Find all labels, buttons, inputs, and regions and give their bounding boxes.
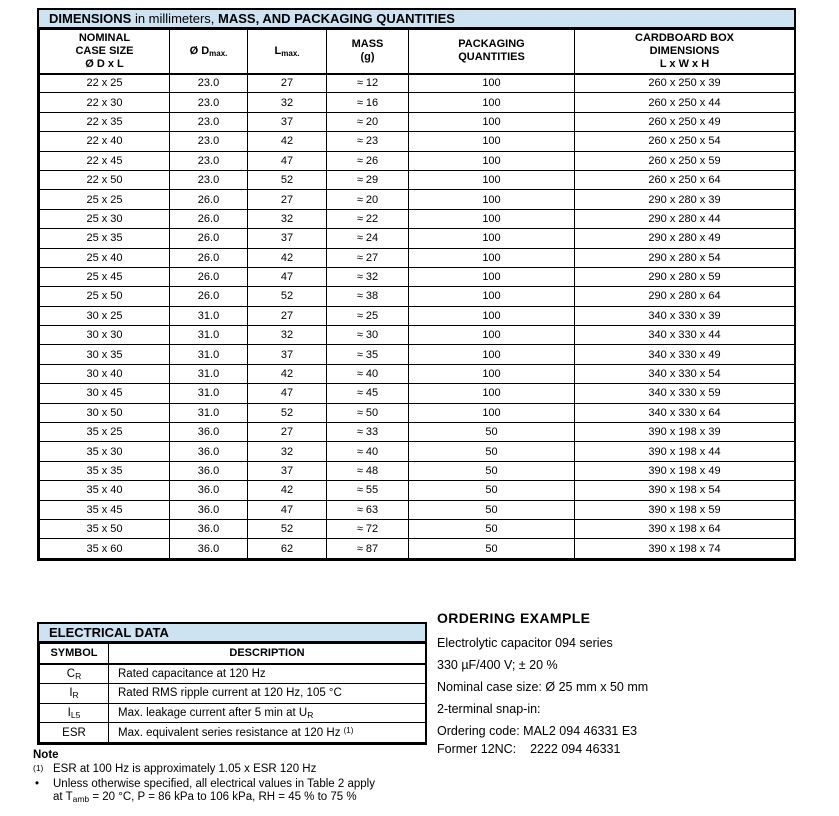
table-row [40, 703, 426, 723]
table-cell: 340 x 330 x 39 [575, 306, 795, 325]
table-cell: ≈ 26 [327, 151, 409, 170]
table-row [40, 229, 795, 248]
title-part-bold: DIMENSIONS [49, 11, 132, 26]
table-row [40, 209, 795, 228]
table-row [40, 170, 795, 189]
table-cell: 50 [409, 519, 575, 538]
table-cell: ≈ 87 [327, 539, 409, 558]
table-row [40, 306, 795, 325]
ordering-line: 2-terminal snap-in: [437, 702, 541, 716]
table-cell: 47 [248, 500, 327, 519]
table-cell: ≈ 50 [327, 403, 409, 422]
table-cell: ≈ 20 [327, 190, 409, 209]
table-cell: 22 x 25 [40, 74, 170, 93]
ordering-line: Ordering code: MAL2 094 46331 E3 [437, 724, 638, 738]
table-cell: 100 [409, 248, 575, 267]
table-cell: 260 x 250 x 39 [575, 74, 795, 93]
table-cell: 23.0 [170, 170, 248, 189]
table-cell: 100 [409, 151, 575, 170]
table-cell: 100 [409, 190, 575, 209]
table-cell: 340 x 330 x 49 [575, 345, 795, 364]
table-cell: 27 [248, 74, 327, 93]
table-cell: 42 [248, 481, 327, 500]
table-cell: 52 [248, 170, 327, 189]
table-row [40, 267, 795, 286]
header-cell: NOMINAL CASE SIZE Ø D x L [40, 30, 170, 74]
table-cell: 36.0 [170, 539, 248, 558]
table-cell: ≈ 20 [327, 112, 409, 131]
header-cell: $L_{max.}$ [248, 30, 327, 74]
table-cell: 100 [409, 345, 575, 364]
table-cell: 31.0 [170, 306, 248, 325]
ordering-line: Electrolytic capacitor 094 series [437, 636, 613, 650]
header-cell: MASS (g) [327, 30, 409, 74]
table-cell: 100 [409, 132, 575, 151]
table-cell: 36.0 [170, 423, 248, 442]
table-cell: 35 x 50 [40, 519, 170, 538]
table-cell: 30 x 45 [40, 384, 170, 403]
table-cell: 37 [248, 229, 327, 248]
table-cell: 26.0 [170, 248, 248, 267]
table-cell: 30 x 35 [40, 345, 170, 364]
table-cell: 30 x 25 [40, 306, 170, 325]
electrical-data-table [39, 643, 426, 743]
electrical-table-body [40, 664, 426, 743]
table-cell: 340 x 330 x 54 [575, 364, 795, 383]
table-cell: 25 x 40 [40, 248, 170, 267]
title-part-bold: ELECTRICAL DATA [49, 625, 169, 640]
table-row [40, 74, 795, 93]
table-cell: ≈ 40 [327, 364, 409, 383]
note-text: Unless otherwise specified, all electrical values in Table 2 apply at $T_{amb} = 20$ °C, P = 86 kPa to 106 kPa, RH = 45 % to 75 % [53, 777, 375, 804]
table-cell: 390 x 198 x 39 [575, 423, 795, 442]
table-row [40, 461, 795, 480]
table-cell: ≈ 40 [327, 442, 409, 461]
table-cell: 35 x 30 [40, 442, 170, 461]
table-cell: 47 [248, 384, 327, 403]
table-cell: 25 x 25 [40, 190, 170, 209]
dimensions-table [39, 29, 795, 559]
table-cell: 36.0 [170, 481, 248, 500]
table-cell: ≈ 38 [327, 287, 409, 306]
header-cell: SYMBOL [40, 644, 109, 664]
table-cell: 30 x 50 [40, 403, 170, 422]
table-cell: 260 x 250 x 44 [575, 93, 795, 112]
note-text: ESR at 100 Hz is approximately 1.05 x ESR 120 Hz [53, 763, 317, 775]
table-cell: 31.0 [170, 364, 248, 383]
table-row [40, 112, 795, 131]
table-row [40, 539, 795, 558]
ordering-line: Nominal case size: Ø 25 mm x 50 mm [437, 680, 649, 694]
header-cell: Ø $D_{max.}$ [170, 30, 248, 74]
table-cell: 35 x 60 [40, 539, 170, 558]
table-cell: ≈ 33 [327, 423, 409, 442]
table-cell: 260 x 250 x 54 [575, 132, 795, 151]
table-cell: 390 x 198 x 44 [575, 442, 795, 461]
description-cell: Max. equivalent series resistance at 120 Hz $^{(1)}$ [109, 723, 426, 743]
table-cell: 22 x 30 [40, 93, 170, 112]
table-cell: 36.0 [170, 461, 248, 480]
table-row [40, 345, 795, 364]
table-row [40, 364, 795, 383]
table-cell: 100 [409, 306, 575, 325]
table-cell: ≈ 48 [327, 461, 409, 480]
table-row [40, 132, 795, 151]
table-cell: 50 [409, 461, 575, 480]
table-cell: 390 x 198 x 59 [575, 500, 795, 519]
table-cell: 27 [248, 190, 327, 209]
table-cell: 100 [409, 364, 575, 383]
table-cell: 260 x 250 x 64 [575, 170, 795, 189]
table-cell: 340 x 330 x 59 [575, 384, 795, 403]
electrical-table-header [40, 644, 426, 664]
table-cell: 23.0 [170, 132, 248, 151]
table-cell: 35 x 35 [40, 461, 170, 480]
table-cell: 100 [409, 267, 575, 286]
table-cell: 390 x 198 x 49 [575, 461, 795, 480]
table-cell: 26.0 [170, 287, 248, 306]
table-cell: 22 x 40 [40, 132, 170, 151]
dimensions-table-title [39, 10, 794, 29]
table-cell: 26.0 [170, 209, 248, 228]
symbol-cell: $C_R$ [40, 664, 109, 684]
table-cell: 23.0 [170, 93, 248, 112]
table-cell: 47 [248, 151, 327, 170]
header-cell: DESCRIPTION [109, 644, 426, 664]
table-row [40, 151, 795, 170]
table-cell: 36.0 [170, 500, 248, 519]
table-cell: 260 x 250 x 59 [575, 151, 795, 170]
table-cell: 25 x 30 [40, 209, 170, 228]
table-row [40, 683, 426, 703]
table-row [40, 326, 795, 345]
table-cell: ≈ 22 [327, 209, 409, 228]
dimensions-table-header [40, 30, 795, 74]
table-cell: 30 x 30 [40, 326, 170, 345]
table-cell: 260 x 250 x 49 [575, 112, 795, 131]
table-cell: 37 [248, 112, 327, 131]
table-cell: 100 [409, 384, 575, 403]
table-cell: ≈ 16 [327, 93, 409, 112]
table-cell: 22 x 45 [40, 151, 170, 170]
table-cell: 52 [248, 519, 327, 538]
table-cell: 25 x 50 [40, 287, 170, 306]
table-cell: 22 x 35 [40, 112, 170, 131]
table-cell: 25 x 35 [40, 229, 170, 248]
table-cell: ≈ 32 [327, 267, 409, 286]
table-cell: 50 [409, 481, 575, 500]
table-row [40, 519, 795, 538]
table-cell: ≈ 35 [327, 345, 409, 364]
table-cell: 31.0 [170, 326, 248, 345]
note-title: Note [33, 749, 59, 761]
table-cell: 290 x 280 x 44 [575, 209, 795, 228]
table-cell: 27 [248, 306, 327, 325]
table-cell: ≈ 45 [327, 384, 409, 403]
symbol-cell: $I_R$ [40, 683, 109, 703]
ordering-line: 330 µF/400 V; ± 20 % [437, 658, 558, 672]
table-cell: ≈ 25 [327, 306, 409, 325]
ordering-example-lines [437, 637, 807, 756]
symbol-cell: $I_{L5}$ [40, 703, 109, 723]
header-cell: PACKAGING QUANTITIES [409, 30, 575, 74]
table-cell: 290 x 280 x 49 [575, 229, 795, 248]
table-cell: 340 x 330 x 64 [575, 403, 795, 422]
table-cell: 32 [248, 93, 327, 112]
table-cell: 23.0 [170, 74, 248, 93]
table-row [40, 664, 426, 684]
table-cell: ≈ 23 [327, 132, 409, 151]
table-cell: 50 [409, 500, 575, 519]
table-cell: 100 [409, 170, 575, 189]
table-cell: 52 [248, 287, 327, 306]
table-cell: 390 x 198 x 64 [575, 519, 795, 538]
table-cell: 36.0 [170, 442, 248, 461]
note-section [33, 748, 438, 807]
table-cell: 50 [409, 539, 575, 558]
table-cell: 100 [409, 112, 575, 131]
note-item [33, 763, 438, 777]
table-cell: 23.0 [170, 112, 248, 131]
table-cell: 31.0 [170, 345, 248, 364]
table-cell: 37 [248, 461, 327, 480]
note-items [33, 763, 438, 807]
table-cell: 35 x 40 [40, 481, 170, 500]
table-row [40, 423, 795, 442]
table-cell: 22 x 50 [40, 170, 170, 189]
dimensions-table-body [40, 74, 795, 559]
table-cell: 100 [409, 287, 575, 306]
description-cell: Rated capacitance at 120 Hz [109, 664, 426, 684]
note-marker: (1) [33, 763, 44, 773]
table-cell: 36.0 [170, 519, 248, 538]
table-cell: 26.0 [170, 190, 248, 209]
table-row [40, 384, 795, 403]
table-cell: 52 [248, 403, 327, 422]
title-part-regular: in millimeters, [131, 11, 219, 26]
table-cell: 100 [409, 74, 575, 93]
table-cell: 26.0 [170, 229, 248, 248]
table-cell: 32 [248, 209, 327, 228]
electrical-data-section [37, 622, 427, 745]
table-cell: 31.0 [170, 384, 248, 403]
table-cell: 62 [248, 539, 327, 558]
symbol-cell: ESR [40, 723, 109, 743]
table-cell: 37 [248, 345, 327, 364]
table-cell: 100 [409, 93, 575, 112]
table-cell: 290 x 280 x 54 [575, 248, 795, 267]
table-cell: 42 [248, 364, 327, 383]
table-cell: 50 [409, 442, 575, 461]
table-cell: 100 [409, 229, 575, 248]
table-cell: 30 x 40 [40, 364, 170, 383]
table-cell: 290 x 280 x 59 [575, 267, 795, 286]
table-cell: 290 x 280 x 64 [575, 287, 795, 306]
table-cell: 47 [248, 267, 327, 286]
table-cell: 42 [248, 248, 327, 267]
table-row [40, 481, 795, 500]
table-row [40, 403, 795, 422]
table-row [40, 723, 426, 743]
table-cell: ≈ 12 [327, 74, 409, 93]
table-row [40, 500, 795, 519]
table-cell: 42 [248, 132, 327, 151]
table-cell: 25 x 45 [40, 267, 170, 286]
table-cell: 100 [409, 209, 575, 228]
note-marker: • [35, 777, 40, 790]
table-cell: 290 x 280 x 39 [575, 190, 795, 209]
table-cell: 50 [409, 423, 575, 442]
ordering-example-title: ORDERING EXAMPLE [437, 610, 591, 626]
ordering-line: Former 12NC: 2222 094 46331 [437, 742, 621, 756]
table-cell: 23.0 [170, 151, 248, 170]
table-cell: 31.0 [170, 403, 248, 422]
table-cell: 27 [248, 423, 327, 442]
table-cell: ≈ 72 [327, 519, 409, 538]
table-cell: 390 x 198 x 54 [575, 481, 795, 500]
electrical-data-title [39, 624, 425, 643]
table-cell: 32 [248, 326, 327, 345]
header-cell: CARDBOARD BOX DIMENSIONS L x W x H [575, 30, 795, 74]
table-cell: 390 x 198 x 74 [575, 539, 795, 558]
table-row [40, 93, 795, 112]
table-cell: ≈ 63 [327, 500, 409, 519]
table-cell: 340 x 330 x 44 [575, 326, 795, 345]
table-cell: ≈ 30 [327, 326, 409, 345]
table-cell: ≈ 27 [327, 248, 409, 267]
table-cell: 100 [409, 403, 575, 422]
description-cell: Max. leakage current after 5 min at $U_R$ [109, 703, 426, 723]
table-row [40, 442, 795, 461]
table-row [40, 287, 795, 306]
table-cell: 32 [248, 442, 327, 461]
table-cell: ≈ 55 [327, 481, 409, 500]
title-part-bold: MASS, AND PACKAGING QUANTITIES [218, 11, 455, 26]
ordering-example-section [437, 610, 807, 756]
description-cell: Rated RMS ripple current at 120 Hz, 105 °C [109, 683, 426, 703]
table-cell: 100 [409, 326, 575, 345]
table-cell: ≈ 29 [327, 170, 409, 189]
table-cell: 26.0 [170, 267, 248, 286]
note-item [33, 778, 438, 807]
table-row [40, 190, 795, 209]
table-row [40, 248, 795, 267]
table-cell: ≈ 24 [327, 229, 409, 248]
table-cell: 35 x 25 [40, 423, 170, 442]
table-cell: 35 x 45 [40, 500, 170, 519]
dimensions-table-section [37, 8, 796, 561]
